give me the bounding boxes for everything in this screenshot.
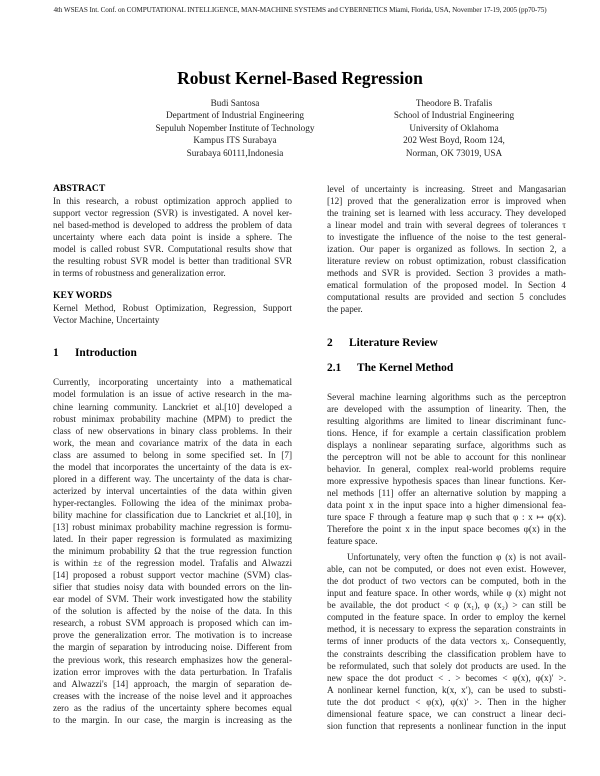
body-line: the perceptron will not be able to account for this nonlinear	[327, 451, 566, 462]
author-affiliation: Norman, OK 73019, USA	[405, 147, 503, 158]
abstract-body	[53, 195, 292, 279]
intro-line: prove the generalization error. The motivation is to increase	[53, 630, 292, 641]
body-line: A nonlinear kernel function, k(x, x′), can be used to substi-	[327, 684, 566, 695]
intro-line: ear model of SVM. Their work investigated how the stability	[53, 594, 292, 605]
abstract-line: model is called robust SVR. Computational results show that	[53, 244, 292, 255]
body-line: Therefore the point x in the input space becomes φ(x) in the	[327, 524, 566, 535]
intro-line: the training set is learned with less accuracy. They developed	[327, 208, 566, 219]
body-line: Several machine learning algorithms such as the perceptron	[327, 391, 566, 402]
intro-line: to the margin. In our case, the margin is increasing as the	[53, 714, 292, 725]
intro-line: plored in a different way. The uncertainty of the data is char-	[53, 473, 292, 484]
intro-line: ization. Our paper is organized as follows. In section 2, a	[327, 244, 566, 255]
intro-line: model formulation is an issue of active research in the ma-	[53, 389, 292, 400]
intro-line: is within ±ε of the regression model. Trafalis and Alwazzi	[53, 558, 292, 569]
right-column	[327, 183, 566, 732]
body-line: sion function that represents a nonlinear function in the input	[327, 720, 566, 731]
abstract-line: uncertainty where each data point is inside a sphere. The	[53, 232, 292, 243]
intro-line: zero as the radius of the uncertainty sphere becomes equal	[53, 702, 292, 713]
intro-line: to investigate the influence of the noise to the test general-	[327, 232, 566, 243]
section-2-1-heading	[327, 361, 566, 375]
body-line: method, it is necessary to express the separation constraints in	[327, 624, 566, 635]
intro-line: level of uncertainty is increasing. Street and Mangasarian	[327, 184, 566, 194]
body-line: data point x in the input space into a higher dimensional fea-	[327, 499, 566, 510]
author-affiliation: School of Industrial Engineering	[393, 110, 515, 121]
keywords-body	[53, 302, 292, 326]
keywords-line: Vector Machine, Uncertainty	[53, 315, 160, 326]
section-number: 2.1	[327, 361, 342, 374]
intro-line: robust minimax probability machine (MPM) to predict the	[53, 413, 292, 424]
intro-line: Currently, incorporating uncertainty into a mathematical	[53, 377, 292, 388]
author-affiliation: Department of Industrial Engineering	[165, 110, 305, 121]
intro-line: ematical formulation of the proposed model. In Section 4	[327, 280, 566, 291]
running-head: 4th WSEAS Int. Conf. on COMPUTATIONAL INTELLIGENCE, MAN-MACHINE SYSTEMS and CYBERNETICS Miami, Florida, USA, November 17-19, 2005 (pp70-75)	[53, 6, 547, 14]
intro-line: the paper.	[327, 304, 363, 315]
body-line: displays a nonlinear separating surface, algorithms such as	[327, 439, 566, 450]
body-line: be available, the dot product < φ (x₁), φ (x₂) > can still be	[327, 600, 566, 611]
body-line: behavior. In general, complex real-world problems require	[327, 463, 566, 474]
intro-line: the minimum probability Ω that the true regression function	[53, 546, 292, 557]
intro-line: hyper-rectangles. Following the idea of the minimax proba-	[53, 497, 292, 508]
body-line: Unfortunately, very often the function φ (x) is not avail-	[347, 552, 566, 563]
body-line: nel methods [11] offer an alternative solution by mapping a	[327, 487, 566, 498]
intro-line: research, a robust SVM approach is proposed which can im-	[53, 618, 292, 629]
body-line: input and feature space. In other words, while φ (x) might not	[327, 588, 566, 599]
body-line: the dot product of two vectors can be computed, both in the	[327, 576, 566, 587]
body-line: tions. Hence, if for example a certain classification problem	[327, 427, 566, 438]
section-number: 2	[327, 336, 333, 349]
body-line: be reformulated, such that solely dot products are used. In the	[327, 660, 566, 671]
abstract-line: in terms of robustness and generalization error.	[53, 268, 226, 279]
abstract-line: In this research, a robust optimization approch applied to	[53, 196, 292, 206]
section-2-heading	[327, 336, 566, 350]
section-title: Introduction	[75, 347, 137, 360]
section-number: 1	[53, 347, 59, 360]
abstract-line: the resulting robust SVR model is better than traditional SVR	[53, 256, 292, 267]
author-block-2	[339, 97, 569, 159]
body-line: the constraints describing the classification problem have to	[327, 648, 566, 659]
kernel-method-paragraph-2	[327, 551, 566, 732]
author-affiliation: University of Oklahoma	[409, 122, 499, 133]
author-affiliation: Kampus ITS Surabaya	[193, 135, 277, 146]
introduction-body	[53, 376, 292, 725]
body-line: tute the dot product < φ(x), φ(x)′ >. Then in the higher	[327, 696, 566, 707]
body-line: able, can not be computed, or does not even exist. However,	[327, 564, 566, 575]
body-line: are developed with the assumption of linearity. Then, the	[327, 403, 566, 414]
body-line: ture space F through a feature map φ such that φ : x ↦ φ(x).	[327, 511, 566, 522]
author-affiliation: Surabaya 60111,Indonesia	[186, 147, 284, 158]
introduction-continued	[327, 183, 566, 316]
intro-line: bility machine for classification due to Lanckriet et al.[10], in	[53, 509, 292, 520]
body-line: computed in the feature space. In order to employ the kernel	[327, 612, 566, 623]
author-affiliation: 202 West Boyd, Room 124,	[403, 135, 505, 146]
body-line: more expressive hypothesis spaces than linear functions. Ker-	[327, 475, 566, 486]
intro-line: [13] robust minimax probability machine regression is formu-	[53, 521, 292, 532]
intro-line: and Alwazzi's [14] approach, the margin of separation de-	[53, 678, 292, 689]
intro-line: the previous work, this research emphasizes how the general-	[53, 654, 292, 665]
intro-line: of the solution is affected by the noise of the data. In this	[53, 606, 292, 617]
intro-line: [14] proposed a robust support vector machine (SVM) clas-	[53, 570, 292, 581]
keywords-heading: KEY WORDS	[53, 290, 112, 302]
intro-line: ization error improves with the data perturbation. In Trafalis	[53, 666, 292, 677]
author-block-1	[120, 97, 350, 159]
intro-line: the model that incorporates the uncertainty of the data is ex-	[53, 461, 292, 472]
abstract-line: nel based-method is developed to address the problem of data	[53, 220, 292, 231]
keywords-line: Kernel Method, Robust Optimization, Regression, Support	[53, 303, 292, 314]
intro-line: chine learning community. Lanckriet et al.[10] developed a	[53, 401, 292, 412]
author-name: Budi Santosa	[210, 98, 260, 108]
body-line: resulting algorithms are limited to linear discriminant func-	[327, 415, 566, 426]
intro-line: creases with the increase of the noise level and it approaches	[53, 690, 292, 701]
left-column	[53, 183, 292, 726]
intro-line: class of new observations in binary class problems. In their	[53, 425, 292, 436]
author-name: Theodore B. Trafalis	[415, 98, 493, 108]
intro-line: [12] proved that the generalization error is improved when	[327, 196, 566, 207]
intro-line: class are assumed to belong in some specified set. In [7]	[53, 449, 292, 460]
intro-line: a linear model and train with several degrees of tolerances τ	[327, 220, 566, 231]
abstract-heading: ABSTRACT	[53, 183, 106, 194]
intro-line: work, the mean and covariance matrix of the data in each	[53, 437, 292, 448]
intro-line: literature review on robust optimization, robust classification	[327, 256, 566, 267]
author-affiliation: Sepuluh Nopember Institute of Technology	[155, 122, 315, 133]
intro-line: the margin of separation by introducing noise. Different from	[53, 642, 292, 653]
section-1-heading	[53, 346, 292, 360]
intro-line: acterized by interval uncertainties of the data within given	[53, 485, 292, 496]
body-line: new space the dot product < . > becomes < φ(x), φ(x)′ >.	[327, 672, 566, 683]
body-line: terms of inner products of the data vectors xᵢ. Consequently,	[327, 636, 566, 647]
abstract-line: support vector regression (SVR) is investigated. A novel ker-	[53, 208, 292, 219]
body-line: dimensional feature space, we can construct a linear deci-	[327, 708, 566, 719]
intro-line: sifier that studies noisy data with bounded errors on the lin-	[53, 582, 292, 593]
section-title: Literature Review	[349, 336, 438, 349]
intro-line: methods and SVR is provided. Section 3 provides a math-	[327, 268, 566, 279]
intro-line: computational results are provided and section 5 concludes	[327, 292, 566, 303]
kernel-method-paragraph-1	[327, 391, 566, 548]
section-title: The Kernel Method	[357, 361, 454, 374]
paper-title: Robust Kernel-Based Regression	[177, 68, 423, 88]
body-line: feature space.	[327, 536, 378, 547]
intro-line: lated. In their paper regression is formulated as maximizing	[53, 534, 292, 545]
